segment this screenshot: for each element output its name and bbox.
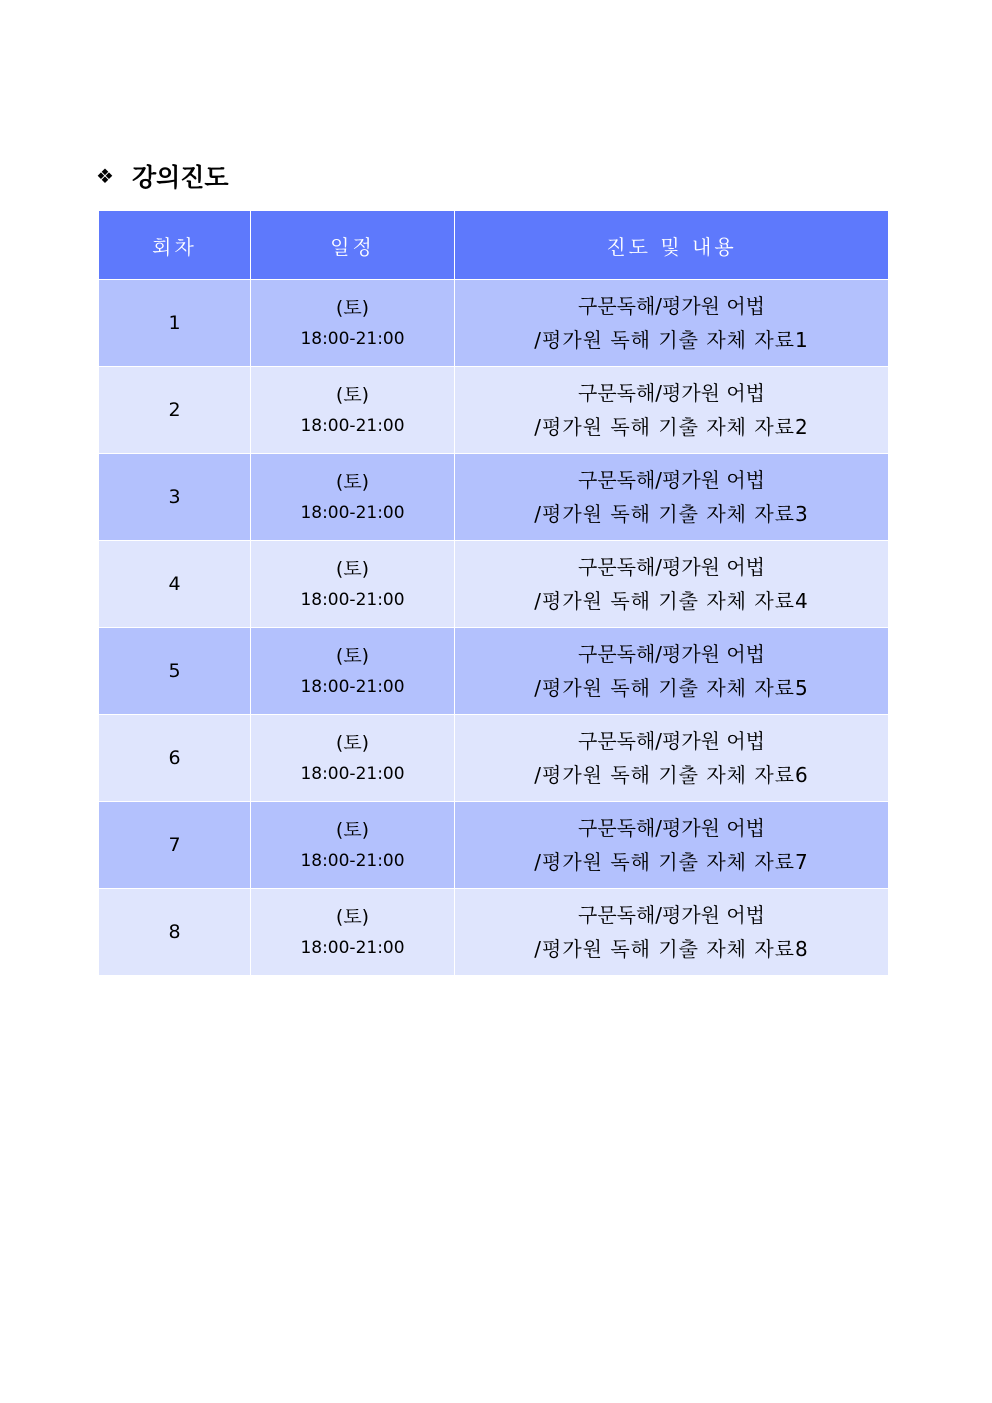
round-cell: 2: [99, 367, 251, 454]
time-label: 18:00-21:00: [300, 503, 405, 523]
table-row: [99, 889, 889, 976]
day-label: (토): [335, 732, 370, 754]
content-cell: [455, 889, 889, 976]
content-line-1: 구문독해/평가원 어법: [578, 642, 765, 666]
lecture-progress-table: [98, 210, 889, 976]
content-cell: [455, 454, 889, 541]
schedule-cell: [251, 280, 455, 367]
time-label: 18:00-21:00: [300, 329, 405, 349]
table-row: [99, 628, 889, 715]
day-label: (토): [335, 384, 370, 406]
day-label: (토): [335, 297, 370, 319]
round-cell: 3: [99, 454, 251, 541]
round-cell: 7: [99, 802, 251, 889]
content-cell: [455, 715, 889, 802]
table-row: [99, 715, 889, 802]
time-label: 18:00-21:00: [300, 590, 405, 610]
table-row: [99, 367, 889, 454]
day-label: (토): [335, 471, 370, 493]
content-line-1: 구문독해/평가원 어법: [578, 729, 765, 753]
content-line-2: /평가원 독해 기출 자체 자료3: [534, 502, 809, 526]
section-title: 강의진도: [131, 163, 229, 192]
content-line-1: 구문독해/평가원 어법: [578, 468, 765, 492]
content-line-2: /평가원 독해 기출 자체 자료8: [534, 937, 809, 961]
header-content: 진도 및 내용: [455, 211, 889, 280]
schedule-cell: [251, 454, 455, 541]
content-cell: [455, 802, 889, 889]
time-label: 18:00-21:00: [300, 677, 405, 697]
content-cell: [455, 280, 889, 367]
content-line-1: 구문독해/평가원 어법: [578, 381, 765, 405]
round-cell: 4: [99, 541, 251, 628]
schedule-cell: [251, 802, 455, 889]
time-label: 18:00-21:00: [300, 851, 405, 871]
round-cell: 5: [99, 628, 251, 715]
content-line-2: /평가원 독해 기출 자체 자료4: [534, 589, 809, 613]
schedule-cell: [251, 889, 455, 976]
content-line-2: /평가원 독해 기출 자체 자료5: [534, 676, 809, 700]
day-label: (토): [335, 906, 370, 928]
content-line-1: 구문독해/평가원 어법: [578, 294, 765, 318]
round-cell: 6: [99, 715, 251, 802]
content-line-2: /평가원 독해 기출 자체 자료7: [534, 850, 809, 874]
day-label: (토): [335, 645, 370, 667]
table-row: [99, 802, 889, 889]
day-label: (토): [335, 819, 370, 841]
time-label: 18:00-21:00: [300, 764, 405, 784]
schedule-cell: [251, 541, 455, 628]
schedule-cell: [251, 628, 455, 715]
round-cell: 1: [99, 280, 251, 367]
table-row: [99, 280, 889, 367]
time-label: 18:00-21:00: [300, 938, 405, 958]
content-cell: [455, 628, 889, 715]
content-cell: [455, 541, 889, 628]
section-heading: [96, 158, 229, 194]
day-label: (토): [335, 558, 370, 580]
header-round: 회차: [99, 211, 251, 280]
content-line-1: 구문독해/평가원 어법: [578, 555, 765, 579]
content-line-2: /평가원 독해 기출 자체 자료1: [534, 328, 809, 352]
round-cell: 8: [99, 889, 251, 976]
schedule-cell: [251, 715, 455, 802]
content-line-1: 구문독해/평가원 어법: [578, 816, 765, 840]
schedule-cell: [251, 367, 455, 454]
table-row: [99, 454, 889, 541]
content-line-2: /평가원 독해 기출 자체 자료6: [534, 763, 809, 787]
header-schedule: 일정: [251, 211, 455, 280]
time-label: 18:00-21:00: [300, 416, 405, 436]
diamond-bullet-icon: ❖: [96, 164, 114, 188]
content-cell: [455, 367, 889, 454]
table-row: [99, 541, 889, 628]
content-line-2: /평가원 독해 기출 자체 자료2: [534, 415, 809, 439]
content-line-1: 구문독해/평가원 어법: [578, 903, 765, 927]
table-header-row: [99, 211, 889, 280]
